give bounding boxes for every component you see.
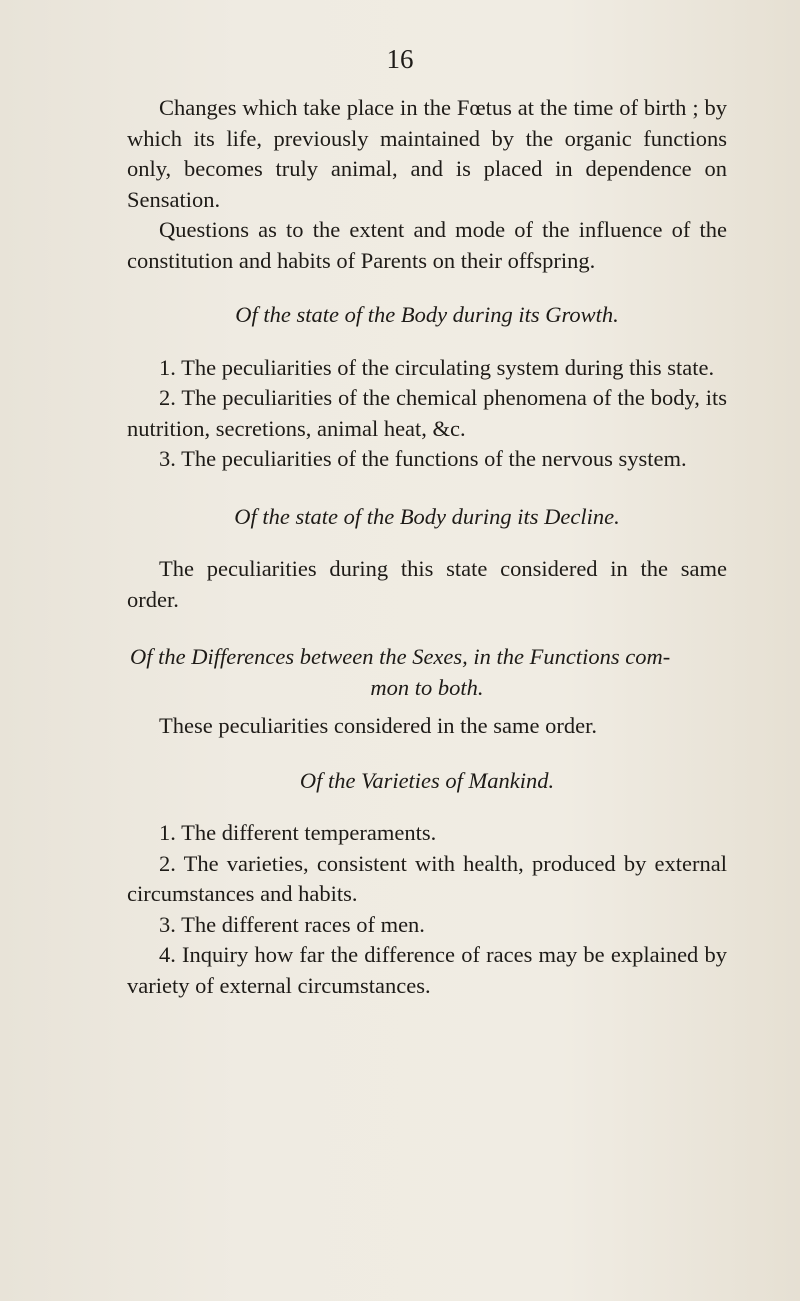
page-body bbox=[127, 93, 727, 1001]
page-number: 16 bbox=[386, 44, 414, 74]
growth-item-1: 1. The peculiarities of the circulating system during this state. bbox=[159, 354, 715, 380]
heading-sexes-line-1: Of the Differences between the Sexes, in the Functions com- bbox=[130, 644, 671, 669]
varieties-item-4: 4. Inquiry how far the difference of races may be explained by variety of external circumstances. bbox=[127, 942, 727, 998]
varieties-item-2: 2. The varieties, consistent with health, produced by external circumstances and habits. bbox=[127, 850, 727, 906]
paragraph-parents-influence: Questions as to the extent and mode of the influence of the constitution and habits of Parents on their offspring. bbox=[127, 217, 727, 273]
paragraph-decline: The peculiarities during this state considered in the same order. bbox=[127, 556, 727, 612]
growth-item-2: 2. The peculiarities of the chemical phenomena of the body, its nutrition, secretions, animal heat, &c. bbox=[127, 385, 727, 441]
heading-body-growth: Of the state of the Body during its Growth. bbox=[235, 302, 619, 327]
paragraph-sexes: These peculiarities considered in the same order. bbox=[159, 713, 597, 738]
growth-item-3: 3. The peculiarities of the functions of the nervous system. bbox=[159, 446, 687, 471]
varieties-item-1: 1. The different temperaments. bbox=[159, 820, 437, 845]
paragraph-foetus-birth: Changes which take place in the Fœtus at the time of birth ; by which its life, previously maintained by the organic functions only, becomes truly animal, and is placed in dependence on Sensation. bbox=[127, 95, 727, 212]
heading-body-decline: Of the state of the Body during its Decline. bbox=[234, 503, 620, 529]
heading-varieties-mankind: Of the Varieties of Mankind. bbox=[299, 767, 555, 793]
varieties-item-3: 3. The different races of men. bbox=[159, 911, 425, 937]
heading-sexes-line-2: mon to both. bbox=[370, 674, 484, 700]
